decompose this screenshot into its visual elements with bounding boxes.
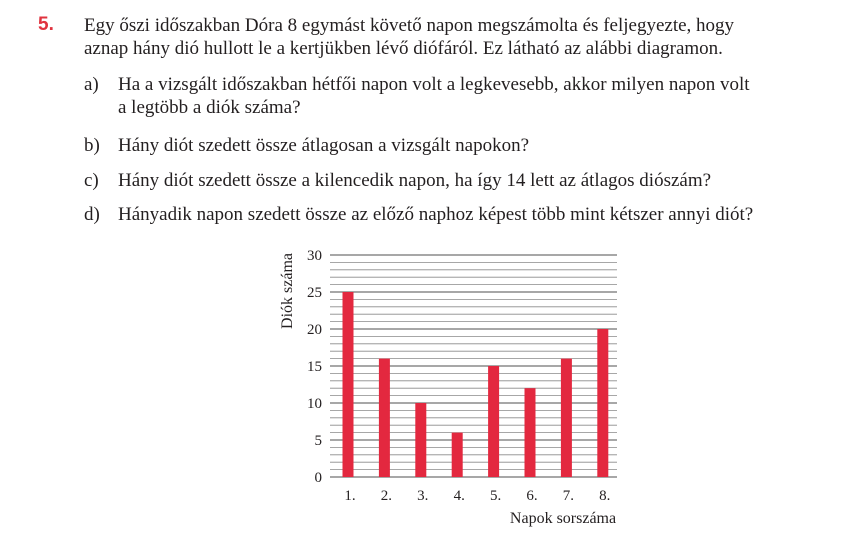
y-axis-title: Diók száma	[279, 253, 296, 329]
intro-line-2: aznap hány dió hullott le a kertjükben lévő diófáról. Ez látható az alábbi diagramon.	[84, 38, 723, 59]
y-tick-labels	[307, 248, 322, 486]
question-c-text: Hány diót szedett össze a kilencedik napon, ha így 14 lett az átlagos diószám?	[118, 170, 712, 191]
y-tick-label: 20	[307, 322, 322, 338]
y-tick-label: 0	[314, 470, 322, 486]
question-d-letter: d)	[84, 204, 100, 225]
x-tick-label: 4.	[453, 488, 465, 504]
bar-1	[343, 292, 354, 477]
question-c-letter: c)	[84, 170, 99, 191]
x-tick-label: 8.	[599, 488, 611, 504]
question-a-line-1: Ha a vizsgált időszakban hétfői napon volt a legkevesebb, akkor milyen napon volt	[118, 74, 750, 95]
problem-number: 5.	[38, 14, 54, 35]
question-a-line-2: a legtöbb a diók száma?	[118, 97, 301, 118]
y-tick-label: 15	[307, 359, 322, 375]
question-b-letter: b)	[84, 135, 100, 156]
bar-5	[488, 366, 499, 477]
x-axis-title: Napok sorszáma	[509, 510, 617, 527]
x-tick-label: 7.	[562, 488, 575, 504]
x-tick-label: 5.	[489, 488, 502, 504]
x-tick-labels	[344, 488, 610, 504]
intro-line-1: Egy őszi időszakban Dóra 8 egymást követő napon megszámolta és feljegyezte, hogy	[84, 15, 735, 36]
question-d-text: Hányadik napon szedett össze az előző naphoz képest több mint kétszer annyi diót?	[118, 204, 754, 225]
question-a-letter: a)	[84, 74, 99, 95]
y-tick-label: 25	[307, 285, 322, 301]
bar-7	[561, 359, 572, 477]
question-b-text: Hány diót szedett össze átlagosan a vizsgált napokon?	[118, 135, 530, 156]
bar-8	[597, 329, 608, 477]
y-tick-label: 5	[314, 433, 322, 449]
bar-3	[415, 403, 426, 477]
x-tick-label: 2.	[380, 488, 393, 504]
x-tick-label: 1.	[344, 488, 356, 504]
bar-4	[452, 433, 463, 477]
y-tick-label: 10	[307, 396, 322, 412]
grid-lines	[330, 255, 617, 477]
x-tick-label: 6.	[526, 488, 538, 504]
y-tick-label: 30	[307, 248, 322, 264]
bars	[343, 292, 609, 477]
bar-2	[379, 359, 390, 477]
x-tick-label: 3.	[417, 488, 429, 504]
bar-6	[525, 388, 536, 477]
